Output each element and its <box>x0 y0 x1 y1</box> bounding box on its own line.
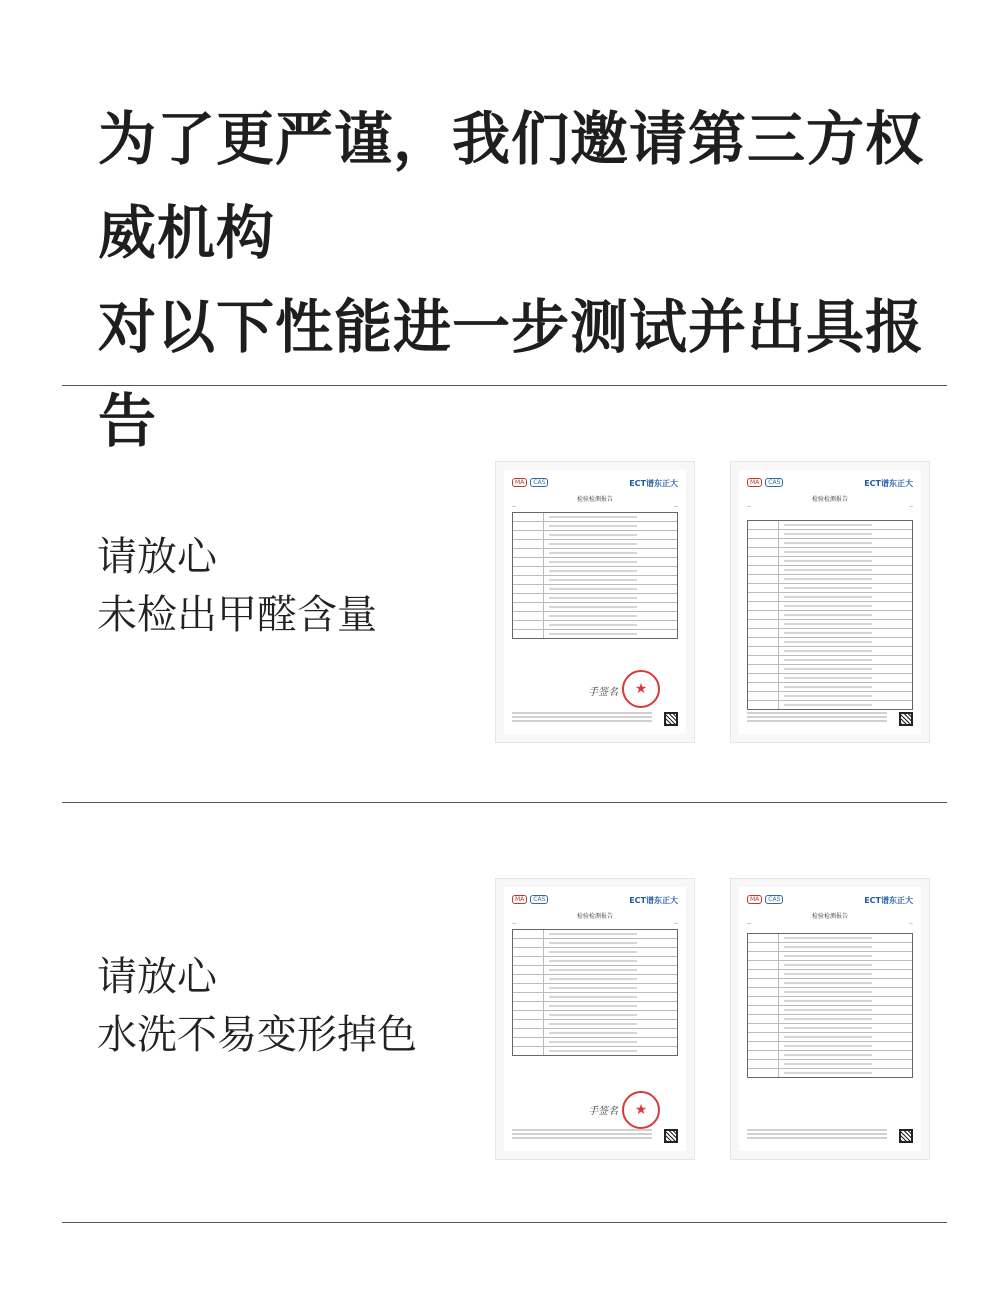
qr-code-icon <box>899 712 913 726</box>
brand-logo: ECT谱东正大 <box>864 896 913 905</box>
report-image-4 <box>730 878 930 1160</box>
section-2-subtitle: 水洗不易变形掉色 <box>97 1012 417 1058</box>
cnas-logo: CAS <box>765 895 783 904</box>
report-sheet <box>504 887 686 1151</box>
headline <box>98 92 978 468</box>
report-footer <box>512 712 652 724</box>
report-sheet <box>739 887 921 1151</box>
section-1-subtitle: 未检出甲醛含量 <box>97 592 377 638</box>
section-1-title: 请放心 <box>97 534 217 580</box>
report-footer <box>512 1129 652 1141</box>
red-star-stamp-icon: ★ <box>622 670 660 708</box>
divider <box>62 802 947 803</box>
section-1-caption <box>97 528 377 644</box>
section-2-title: 请放心 <box>97 954 217 1000</box>
cnas-logo: CAS <box>530 895 548 904</box>
cma-logo: MA <box>512 895 527 904</box>
cert-logos <box>512 895 551 904</box>
report-sheet <box>504 470 686 734</box>
cert-logos <box>747 478 786 487</box>
cma-logo: MA <box>747 895 762 904</box>
cert-logos <box>512 478 551 487</box>
brand-logo: ECT谱东正大 <box>629 479 678 488</box>
report-meta: — — <box>512 921 678 926</box>
divider <box>62 1222 947 1223</box>
report-image-2 <box>730 461 930 743</box>
report-meta: — — <box>747 921 913 926</box>
report-meta: — — <box>747 504 913 509</box>
cert-logos <box>747 895 786 904</box>
cma-logo: MA <box>512 478 527 487</box>
signature: 手签名 <box>588 687 618 698</box>
report-table <box>512 929 678 1056</box>
report-footer <box>747 1129 887 1141</box>
cnas-logo: CAS <box>765 478 783 487</box>
report-table <box>512 512 678 639</box>
cnas-logo: CAS <box>530 478 548 487</box>
report-title: 检验检测报告 <box>811 496 848 503</box>
brand-logo: ECT谱东正大 <box>629 896 678 905</box>
report-image-3 <box>495 878 695 1160</box>
qr-code-icon <box>664 712 678 726</box>
report-title: 检验检测报告 <box>576 496 613 503</box>
qr-code-icon <box>899 1129 913 1143</box>
report-title: 检验检测报告 <box>811 913 848 920</box>
cma-logo: MA <box>747 478 762 487</box>
red-star-stamp-icon: ★ <box>622 1091 660 1129</box>
report-table <box>747 933 913 1078</box>
headline-line-1: 为了更严谨，我们邀请第三方权威机构 <box>98 105 925 267</box>
report-table <box>747 520 913 710</box>
headline-line-2: 对以下性能进一步测试并出具报告 <box>98 293 925 455</box>
divider <box>62 385 947 386</box>
report-footer <box>747 712 887 724</box>
brand-logo: ECT谱东正大 <box>864 479 913 488</box>
report-meta: — — <box>512 504 678 509</box>
report-image-1 <box>495 461 695 743</box>
report-sheet <box>739 470 921 734</box>
signature: 手签名 <box>588 1106 618 1117</box>
section-2-caption <box>97 948 417 1064</box>
qr-code-icon <box>664 1129 678 1143</box>
report-title: 检验检测报告 <box>576 913 613 920</box>
